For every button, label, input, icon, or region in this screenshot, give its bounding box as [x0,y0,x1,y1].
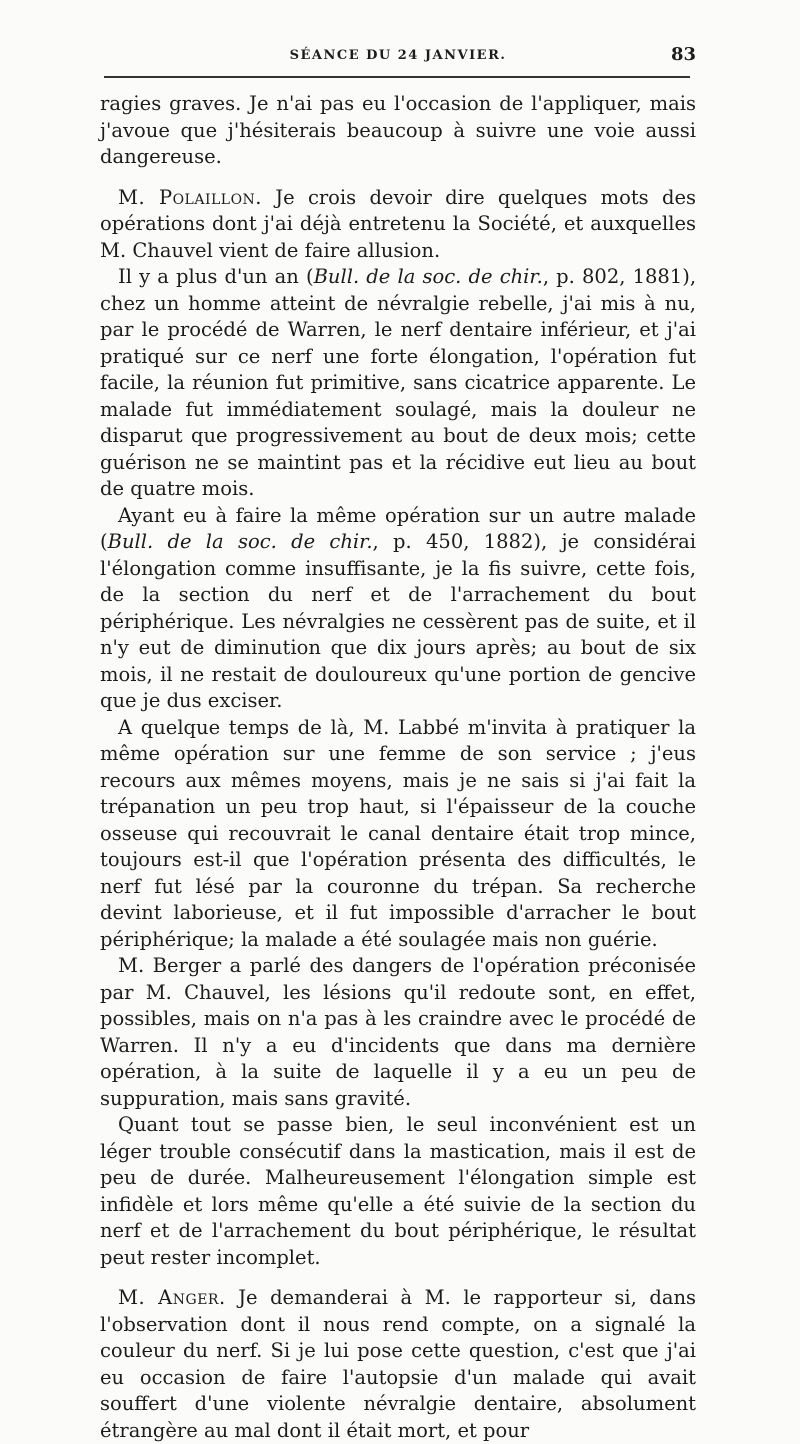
header-rule [104,76,690,78]
paragraph-text: Quant tout se passe bien, le seul inconvénient est un léger trouble consécutif dans la mastication, mais il est de peu de durée. Malheureusement l'élongation simple est infidèle et lors même qu'elle a été suivie de la section du nerf et de l'arrachement du bout périphérique, le résultat peut rester incomplet. [100,1113,696,1269]
paragraph-text: Je demanderai à M. le rapporteur si, dans l'observation dont il nous rend compte, on a signalé la couleur du nerf. Si je lui pose cette question, c'est que j'ai eu occasion de faire l'autopsie d'un malade qui avait souffert d'une violente névralgie dentaire, absolument étrangère au mal dont il était mort, et pour [100,1286,697,1442]
paragraph-6 [100,953,696,1112]
citation: Bull. de la soc. de chir. [313,265,543,288]
paragraph-text: Je crois devoir dire quelques mots des opérations dont j'ai déjà entretenu la Société, et auxquelles M. Chauvel vient de faire allusion. [100,185,697,262]
page-header [100,44,696,74]
paragraph-3 [100,264,696,503]
paragraph-text-lead: Il y a plus d'un an ( [118,265,314,288]
paragraph-text: , p. 450, 1882), je considérai l'élongation comme insuffisante, je la fis suivre, cette fois, de la section du nerf et de l'arrachement du bout périphérique. Les névralgies ne cessèrent pas de suite, et il n'y eut de diminution que dix jours après; au bout de six mois, il ne restait de douloureux qu'une portion de gencive que je dus exciser. [100,530,697,712]
paragraph-text: , p. 802, 1881), chez un homme atteint de névralgie rebelle, j'ai mis à nu, par le procédé de Warren, le nerf dentaire inférieur, et j'ai pratiqué sur ce nerf une forte élongation, l'opération fut facile, la réunion fut primitive, sans cicatrice apparente. Le malade fut immédiatement soulagé, mais la douleur ne disparut que progressivement au bout de deux mois; cette guérison ne se maintint pas et la récidive eut lieu au bout de quatre mois. [100,265,697,500]
paragraph-2 [100,185,696,265]
paragraph-7 [100,1112,696,1271]
speaker-name: M. Polaillon. [118,185,263,209]
citation: Bull. de la soc. de chir. [107,530,373,553]
paragraph-5 [100,715,696,954]
page-number: 83 [670,44,696,65]
running-title: SÉANCE DU 24 JANVIER. [289,48,507,63]
speaker-name: M. Anger. [118,1286,226,1309]
paragraph-8 [100,1285,696,1444]
paragraph-text-lead: Ayant eu à faire la même opération sur un autre malade ( [100,503,696,553]
paragraph-1 [100,91,696,171]
body-text [100,91,696,1444]
paragraph-4 [100,503,696,715]
paragraph-text: M. Berger a parlé des dangers de l'opération préconisée par M. Chauvel, les lésions qu'il redoute sont, en effet, possibles, mais on n'a pas à les craindre avec le procédé de Warren. Il n'y a eu d'incidents que dans ma dernière opération, à la suite de laquelle il y a eu un peu de suppuration, mais sans gravité. [100,954,696,1110]
paragraph-text: A quelque temps de là, M. Labbé m'invita à pratiquer la même opération sur une femme de son service ; j'eus recours aux mêmes moyens, mais je ne sais si j'ai fait la trépanation un peu trop haut, si l'épaisseur de la couche osseuse qui recouvrait le canal dentaire était trop mince, toujours est-il que l'opération présenta des difficultés, le nerf fut lésé par la couronne du trépan. Sa recherche devint laborieuse, et il fut impossible d'arracher le bout périphérique; la malade a été soulagée mais non guérie. [100,715,696,951]
paragraph-text: ragies graves. Je n'ai pas eu l'occasion de l'appliquer, mais j'avoue que j'hésiterais beaucoup à suivre une voie aussi dangereuse. [100,92,696,168]
